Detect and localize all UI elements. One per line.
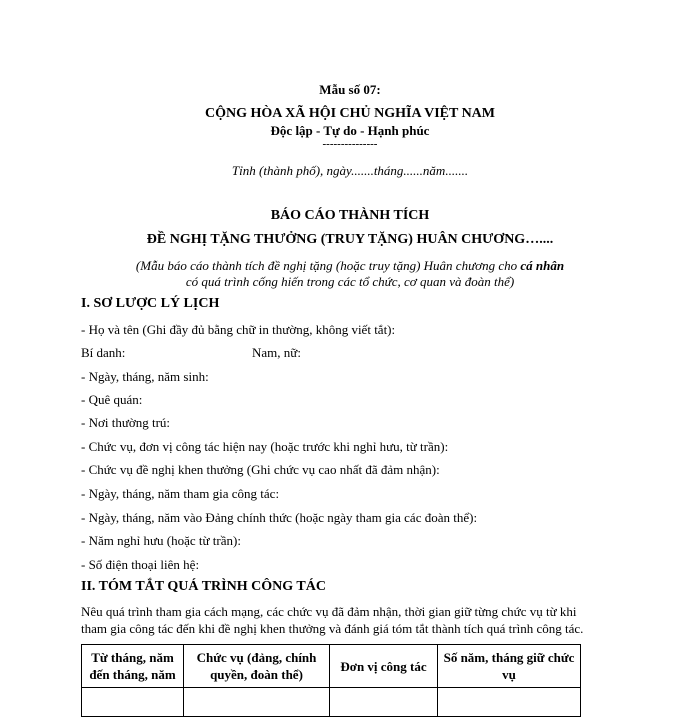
motto: Độc lập - Tự do - Hạnh phúc [270,123,430,138]
gender-field: Nam, nữ: [252,345,301,360]
full-name-field: - Họ và tên (Ghi đầy đủ bằng chữ in thường, không viết tắt): [81,322,396,337]
proposed-position-field: - Chức vụ đề nghị khen thưởng (Ghi chức vụ cao nhất đã đảm nhận): [81,462,440,477]
table-cell [330,688,438,717]
alias-field: Bí danh: [81,345,126,360]
header-duration-line2: vụ [502,667,516,682]
work-history-table [81,644,581,717]
header-unit [330,645,438,688]
section2-paragraph-line1: Nêu quá trình tham gia cách mạng, các chức vụ đã đảm nhận, thời gian giữ từng chức vụ từ khi [81,604,577,619]
section2-heading: II. TÓM TẮT QUÁ TRÌNH CÔNG TÁC [81,579,326,594]
header-duration [438,645,581,688]
retire-year-field: - Năm nghỉ hưu (hoặc từ trần): [81,533,241,548]
report-subtitle: ĐỀ NGHỊ TẶNG THƯỞNG (TRUY TẶNG) HUÂN CHƯƠNG….... [146,232,554,247]
table-header-row [82,645,581,688]
table-row [82,688,581,717]
report-note-text: (Mẫu báo cáo thành tích đề nghị tặng (hoặc truy tặng) Huân chương cho [135,258,521,273]
form-number: Mẫu số 07: [319,82,381,97]
header-period-line1: Từ tháng, năm [91,650,174,665]
national-title: CỘNG HÒA XÃ HỘI CHỦ NGHĨA VIỆT NAM [204,106,495,121]
residence-field: - Nơi thường trú: [81,415,171,430]
report-note-line1 [0,258,700,274]
position-field: - Chức vụ, đơn vị công tác hiện nay (hoặc trước khi nghỉ hưu, từ trần): [81,439,449,454]
table-cell [438,688,581,717]
header-period [82,645,184,688]
phone-field: - Số điện thoại liên hệ: [81,557,200,572]
header-unit-line1: Đơn vị công tác [340,658,427,674]
header-period-line2: đến tháng, năm [89,667,176,682]
table-cell [184,688,330,717]
divider: --------------- [322,138,378,150]
place-date-line: Tỉnh (thành phố), ngày.......tháng......năm....... [231,163,469,178]
header-position-line1: Chức vụ (đảng, chính [196,650,317,665]
header-position-line2: quyền, đoàn thể) [210,667,303,682]
table-cell [82,688,184,717]
hometown-field: - Quê quán: [81,392,143,407]
dob-field: - Ngày, tháng, năm sinh: [81,369,209,384]
header-duration-line1: Số năm, tháng giữ chức [443,650,575,665]
report-note-line2: có quá trình cống hiến trong các tổ chức, cơ quan và đoàn thể) [185,274,515,289]
work-start-field: - Ngày, tháng, năm tham gia công tác: [81,486,280,501]
section1-heading: I. SƠ LƯỢC LÝ LỊCH [81,296,220,311]
report-title: BÁO CÁO THÀNH TÍCH [270,208,430,223]
section2-paragraph-line2: tham gia công tác đến khi đề nghị khen thưởng và đánh giá tóm tắt thành tích quá trình công tác. [81,621,584,636]
report-note-emphasis: cá nhân [520,258,565,273]
header-position [184,645,330,688]
party-join-field: - Ngày, tháng, năm vào Đảng chính thức (hoặc ngày tham gia các đoàn thể): [81,510,478,525]
